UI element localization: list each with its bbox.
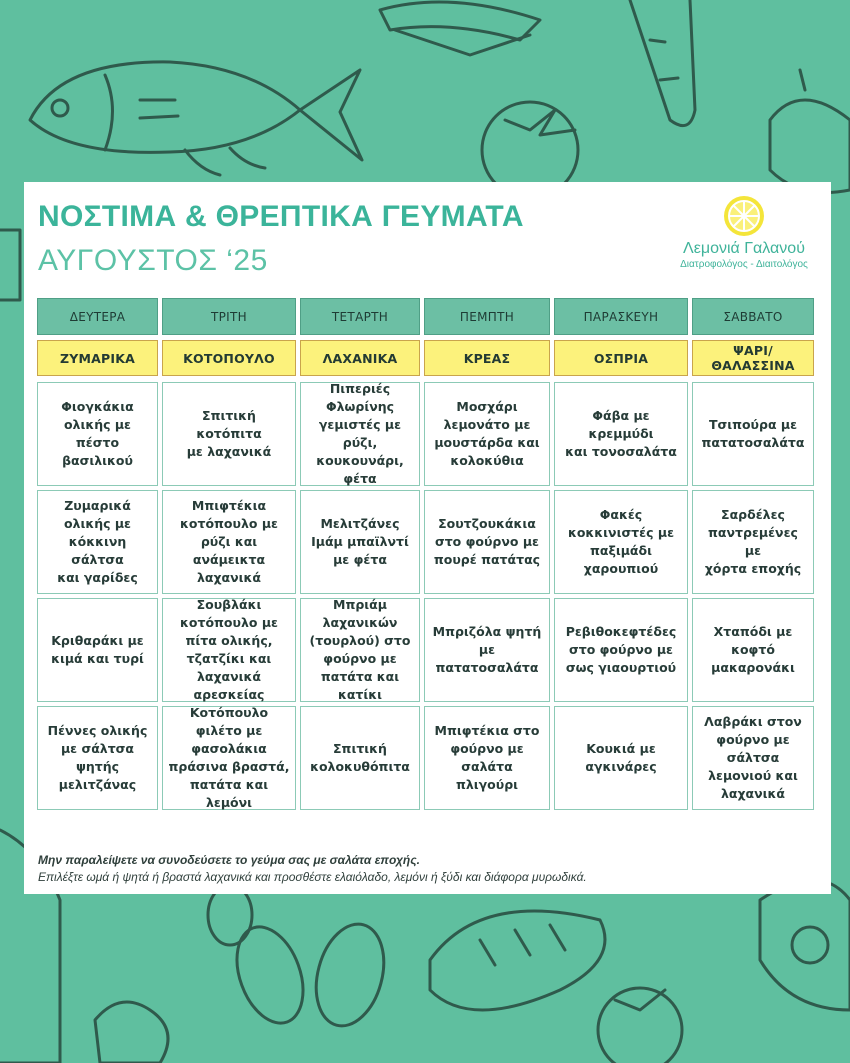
meal-text-line: παντρεμένες με [708,525,798,558]
meal-text-line: ολικής με [63,516,132,531]
meal-cell [554,382,688,486]
meal-cell [554,490,688,594]
meal-text-line: Πέννες ολικής [47,723,148,738]
meal-text [311,515,409,569]
day-header: ΔΕΥΤΕΡΑ [37,298,158,335]
meal-text-line: φιλέτο με [195,723,263,738]
meal-text-line: Φάβα με κρεμμύδι [588,408,654,441]
meal-text-line: Κοτόπουλο [189,705,269,720]
meal-text [566,623,677,677]
meal-text-line: Σουτζουκάκια [438,516,536,531]
meal-cell [424,490,550,594]
meal-text-line: ολικής με πέστο [63,417,132,450]
meal-text-line: πατατοσαλάτα [701,435,805,450]
footnote-line-2: Επιλέξτε ωμά ή ψητά ή βραστά λαχανικά και προσθέστε ελαιόλαδο, λεμόνι ή ξύδι και διάφορα μυρωδικά. [38,870,587,884]
category-header: ΛΑΧΑΝΙΚΑ [300,340,420,376]
meal-text-line: Μπριάμ [333,597,387,612]
sandwich-icon [380,2,540,55]
meal-text [51,632,144,668]
meal-text-line: αρεσκείας [193,687,265,702]
meal-text-line: Πιπεριές [329,381,391,396]
day-header: ΠΕΜΠΤΗ [424,298,550,335]
page-subtitle: ΑΥΓΟΥΣΤΟΣ ‘25 [38,244,268,277]
category-header: ΟΣΠΡΙΑ [554,340,688,376]
meal-text [704,713,802,803]
meal-text-line: Λαβράκι στον [704,714,802,729]
meal-text-line: Μπιφτέκια [191,498,267,513]
lemon-slice-icon [722,194,766,238]
beans-icon [208,885,394,1034]
meal-text-line: πατάτα και [320,669,400,684]
meal-text-line: Ρεβιθοκεφτέδες [565,624,677,639]
meal-cell [692,706,814,810]
meal-text-line: κοκκινιστές με [567,525,675,540]
day-header: ΠΑΡΑΣΚΕΥΗ [554,298,688,335]
meal-text-line: λεμονάτο με [443,417,531,432]
meal-text [698,506,808,578]
meal-cell [424,706,550,810]
meal-text-line: Φλωρίνης [325,399,395,414]
meal-text [306,380,414,488]
meal-text-line: βασιλικού [62,453,133,468]
meal-text-line: πουρέ πατάτας [433,552,541,567]
meal-cell [300,706,420,810]
meal-text-line: παξιμάδι [590,543,652,558]
meal-text-line: Χταπόδι με [713,624,793,639]
meal-text [568,506,674,578]
meal-text [180,596,278,704]
meal-text-line: φούρνο με [450,741,524,756]
category-header: ΨΑΡΙ/ΘΑΛΑΣΣΙΝΑ [692,340,814,376]
meal-text-line: χόρτα εποχής [704,561,802,576]
meal-text-line: μακαρονάκι [711,660,795,675]
meal-text-line: κοτόπουλο με [180,615,278,630]
meal-text-line: Φακές [599,507,643,522]
meal-text-line: ρύζι και [200,534,258,549]
meal-text-line: Μελιτζάνες [320,516,400,531]
meal-text-line: και γαρίδες [57,570,138,585]
meal-text-line: ψητής [75,759,120,774]
day-header: ΣΑΒΒΑΤΟ [692,298,814,335]
meal-text-line: φασολάκια [191,741,267,756]
meal-text [434,398,539,470]
meal-text-line: γεμιστές με ρύζι, [318,417,402,450]
meal-cell [424,382,550,486]
carrot-icon [630,0,695,126]
brand-block [664,194,824,270]
footnote [38,852,818,886]
meal-text-line: κόκκινη σάλτσα [68,534,127,567]
meal-cell [554,706,688,810]
meal-text [310,740,410,776]
category-header: ΖΥΜΑΡΙΚΑ [37,340,158,376]
meal-text-line: Σπιτική κοτόπιτα [196,408,262,441]
meal-text [168,704,290,812]
meal-text-line: Κριθαράκι με [51,633,144,648]
meal-text-line: Τσιπούρα με [708,417,798,432]
meal-cell [162,382,296,486]
meal-text-line: μουστάρδα και [434,435,540,450]
meal-text-line: τζατζίκι και [186,651,272,666]
footnote-line-1: Μην παραλείψετε να συνοδεύσετε το γεύμα σας με σαλάτα εποχής. [38,853,420,867]
meal-text [43,497,152,587]
meal-text-line: Μοσχάρι [456,399,518,414]
meal-text-line: στο φούρνο με [568,642,674,657]
meal-cell [162,598,296,702]
meal-cell [692,382,814,486]
meal-text-line: λαχανικά [196,570,261,585]
meal-text [168,407,290,461]
meal-text-line: Φιογκάκια [61,399,134,414]
meal-text-line: σάλτσα [726,750,780,765]
meal-text-line: κιμά και τυρί [51,651,144,666]
meal-cell [37,706,158,810]
meal-cell [37,382,158,486]
meal-text-line: Μπριζόλα ψητή [432,624,542,639]
meal-cell [37,598,158,702]
meal-cell [300,598,420,702]
meal-text-line: λαχανικών [322,615,398,630]
meal-text-line: κολοκυθόπιτα [310,759,410,774]
meal-text-line: λεμονιού και [708,768,798,783]
meal-cell [162,490,296,594]
fish-icon [30,62,362,175]
meal-text-line: κοφτό [731,642,775,657]
meal-cell [162,706,296,810]
meal-cell [37,490,158,594]
meal-text-line: Σπιτική [333,741,387,756]
meal-text-line: με λαχανικά [186,444,272,459]
meal-text-line: φέτα [343,471,377,486]
meal-text [711,623,795,677]
avocado-icon [760,880,850,1010]
meal-cell [692,598,814,702]
meal-text-line: πράσινα βραστά, [168,759,290,774]
meal-text-line: φούρνο με [716,732,790,747]
meal-text [43,398,152,470]
meal-text-line: με φέτα [333,552,387,567]
meal-text-line: πατάτα και λεμόνι [189,777,269,810]
meal-text-line: Σουβλάκι [196,597,262,612]
brand-name: Λεμονιά Γαλανού [683,240,805,257]
meal-cell [300,382,420,486]
meal-text-line: αγκινάρες [585,759,657,774]
meal-cell [554,598,688,702]
brand-tagline: Διατροφολόγος - Διαιτολόγος [680,259,808,270]
meal-text-line: χαρουπιού [583,561,659,576]
meal-text [310,596,411,704]
meal-text [433,623,542,677]
category-header: ΚΡΕΑΣ [424,340,550,376]
meal-text-line: Ιμάμ μπαϊλντί [311,534,409,549]
category-header: ΚΟΤΟΠΟΥΛΟ [162,340,296,376]
meal-text [434,515,540,569]
meal-text-line: μελιτζάνας [58,777,137,792]
meal-text-line: κατίκι [337,687,383,702]
meal-text-line: Ζυμαρικά [64,498,131,513]
meal-cell [300,490,420,594]
meal-text-line: φούρνο με [323,651,397,666]
meal-text [702,416,805,452]
meal-text-line: λαχανικά [720,786,785,801]
meal-text-line: κολοκύθια [450,453,524,468]
meal-text-line: με [478,642,496,657]
meal-cell [692,490,814,594]
meal-text-line: στο φούρνο με [434,534,539,549]
meal-cell [424,598,550,702]
meal-text [180,497,278,587]
meal-text-line: κουκουνάρι, [316,453,404,468]
meal-text-line: και τονοσαλάτα [565,444,677,459]
meal-text-line: κοτόπουλο με [180,516,278,531]
meal-text [48,722,148,794]
meal-text [560,407,682,461]
meal-text-line: (τουρλού) στο [309,633,411,648]
meal-plan-card [24,182,831,894]
meal-text [585,740,656,776]
page-title: ΝΟΣΤΙΜΑ & ΘΡΕΠΤΙΚΑ ΓΕΥΜΑΤΑ [38,200,524,233]
meal-text-line: σως γιαουρτιού [565,660,677,675]
meal-text-line: σαλάτα πλιγούρι [455,759,519,792]
meal-text-line: με σάλτσα [60,741,135,756]
bread-loaf-icon [430,911,605,1010]
meal-text-line: Σαρδέλες [721,507,785,522]
day-header: ΤΕΤΑΡΤΗ [300,298,420,335]
meal-text-line: Μπιφτέκια στο [434,723,540,738]
day-header: ΤΡΙΤΗ [162,298,296,335]
meal-text-line: ανάμεικτα [192,552,266,567]
meal-text-line: Κουκιά με [586,741,656,756]
meal-text-line: πίτα ολικής, [185,633,273,648]
meal-text-line: λαχανικά [196,669,261,684]
meal-text [430,722,544,794]
meal-text-line: πατατοσαλάτα [435,660,539,675]
